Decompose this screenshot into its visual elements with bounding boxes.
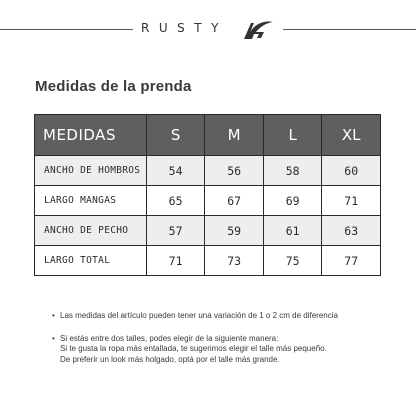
row-label: LARGO TOTAL <box>35 246 147 276</box>
header-size-m: M <box>205 115 264 156</box>
table-row <box>35 156 381 186</box>
note-variation <box>52 311 392 322</box>
table-cell: 71 <box>146 246 205 276</box>
table-cell: 75 <box>263 246 322 276</box>
table-cell: 61 <box>263 216 322 246</box>
size-notes <box>52 311 392 365</box>
table-cell: 69 <box>263 186 322 216</box>
divider-line-left <box>0 29 133 30</box>
table-cell: 60 <box>322 156 381 186</box>
row-label: ANCHO DE HOMBROS <box>35 156 147 186</box>
table-cell: 65 <box>146 186 205 216</box>
bullet-icon: • <box>52 333 55 343</box>
note-size-advice <box>52 334 392 366</box>
table-row <box>35 186 381 216</box>
brand-name: RUSTY <box>141 21 228 35</box>
bullet-icon: • <box>52 311 55 320</box>
table-cell: 73 <box>205 246 264 276</box>
table-cell: 57 <box>146 216 205 246</box>
table-cell: 59 <box>205 216 264 246</box>
header-size-s: S <box>146 115 205 156</box>
table-cell: 71 <box>322 186 381 216</box>
table-cell: 54 <box>146 156 205 186</box>
header-size-xl: XL <box>322 115 381 156</box>
row-label: ANCHO DE PECHO <box>35 216 147 246</box>
table-cell: 58 <box>263 156 322 186</box>
header-size-l: L <box>263 115 322 156</box>
size-chart-table <box>34 114 381 276</box>
table-cell: 67 <box>205 186 264 216</box>
rusty-wave-logo-icon <box>242 19 276 41</box>
note-line: Las medidas del artículo pueden tener una variación de 1 o 2 cm de diferencia <box>60 311 338 320</box>
header-measures: MEDIDAS <box>35 115 147 156</box>
table-row <box>35 246 381 276</box>
divider-line-right <box>283 29 416 30</box>
table-cell: 56 <box>205 156 264 186</box>
row-label: LARGO MANGAS <box>35 186 147 216</box>
brand-header <box>0 18 416 42</box>
note-line: De preferir un look más holgado, optá por el talle más grande. <box>60 354 280 364</box>
note-line: Si te gusta la ropa más entallada, te sugerimos elegir el talle más pequeño. <box>60 344 327 353</box>
table-cell: 77 <box>322 246 381 276</box>
table-cell: 63 <box>322 216 381 246</box>
page-title: Medidas de la prenda <box>35 78 192 95</box>
table-header-row <box>35 115 381 156</box>
table-row <box>35 216 381 246</box>
note-line: Si estás entre dos talles, podes elegir de la siguiente manera: <box>60 333 279 343</box>
